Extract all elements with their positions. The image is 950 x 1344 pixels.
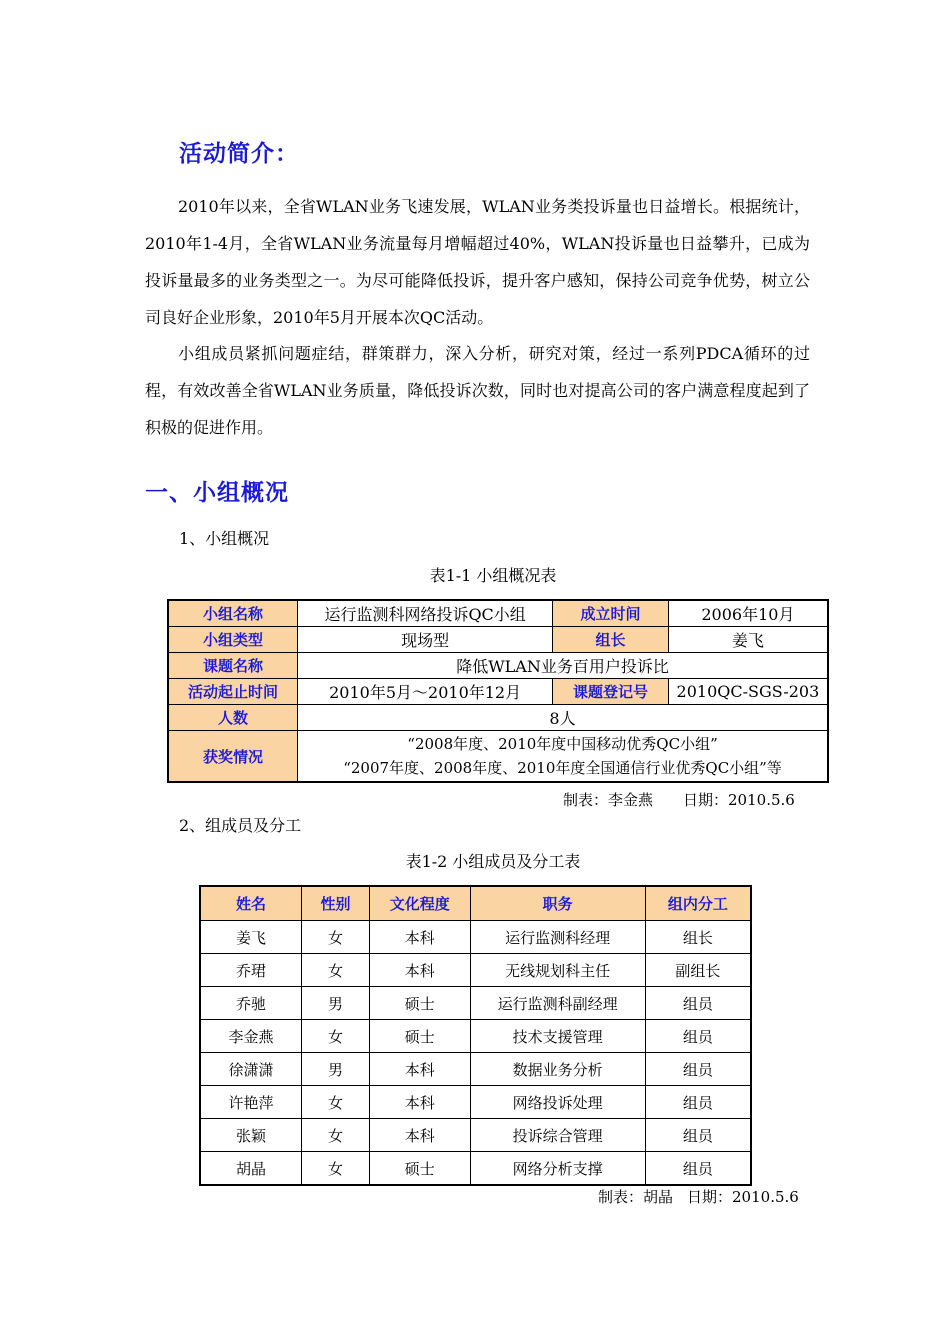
column-header: 性别: [302, 886, 370, 921]
member-name: 乔珺: [200, 954, 302, 987]
section-heading: 一、小组概况: [145, 480, 289, 506]
topic-value: 降低WLAN业务百用户投诉比: [298, 653, 828, 679]
member-gender: 女: [302, 1086, 370, 1119]
subsection-heading-overview: 1、小组概况: [179, 529, 270, 548]
column-header: 姓名: [200, 886, 302, 921]
member-education: 硕士: [369, 987, 470, 1020]
member-position: 技术支援管理: [470, 1020, 645, 1053]
group-overview-table: [167, 599, 829, 783]
column-header: 组内分工: [645, 886, 751, 921]
award-line-2: “2007年度、2008年度、2010年度全国通信行业优秀QC小组”等: [343, 759, 782, 777]
table-row: [200, 1020, 751, 1053]
member-name: 张颖: [200, 1119, 302, 1152]
table-header-row: [200, 886, 751, 921]
founded-value: 2006年10月: [668, 600, 828, 627]
member-gender: 女: [302, 1020, 370, 1053]
member-gender: 男: [302, 1053, 370, 1086]
member-name: 李金燕: [200, 1020, 302, 1053]
members-table: [199, 885, 752, 1186]
member-education: 硕士: [369, 1152, 470, 1186]
table1-caption: 表1-1 小组概况表: [429, 566, 557, 585]
table2-caption: 表1-2 小组成员及分工表: [405, 852, 581, 871]
member-name: 许艳萍: [200, 1086, 302, 1119]
member-count-value: 8人: [298, 705, 828, 731]
awards-label: 获奖情况: [168, 731, 298, 783]
member-role: 组员: [645, 1020, 751, 1053]
member-education: 本科: [369, 1053, 470, 1086]
column-header: 职务: [470, 886, 645, 921]
table1-maker: 制表：李金燕: [563, 791, 654, 809]
member-role: 副组长: [645, 954, 751, 987]
member-position: 网络分析支撑: [470, 1152, 645, 1186]
table-row: [200, 921, 751, 954]
member-gender: 女: [302, 1152, 370, 1186]
table-row: [200, 1053, 751, 1086]
member-position: 运行监测科经理: [470, 921, 645, 954]
group-type-value: 现场型: [298, 627, 553, 653]
table-row: [200, 1119, 751, 1152]
member-name: 乔驰: [200, 987, 302, 1020]
member-gender: 女: [302, 921, 370, 954]
intro-paragraph-2: 小组成员紧抓问题症结，群策群力，深入分析，研究对策，经过一系列PDCA循环的过程，有效改善全省WLAN业务质量，降低投诉次数，同时也对提高公司的客户满意程度起到了积极的促进作用。: [145, 344, 810, 437]
period-value: 2010年5月～2010年12月: [298, 679, 553, 705]
period-label: 活动起止时间: [168, 679, 298, 705]
member-role: 组员: [645, 1053, 751, 1086]
table-row: [200, 1086, 751, 1119]
member-position: 投诉综合管理: [470, 1119, 645, 1152]
member-name: 胡晶: [200, 1152, 302, 1186]
member-position: 无线规划科主任: [470, 954, 645, 987]
member-name: 姜飞: [200, 921, 302, 954]
member-gender: 男: [302, 987, 370, 1020]
leader-value: 姜飞: [668, 627, 828, 653]
table-row: [168, 731, 828, 783]
awards-value: [298, 731, 828, 783]
table-row: [168, 600, 828, 627]
member-gender: 女: [302, 954, 370, 987]
column-header: 文化程度: [369, 886, 470, 921]
member-role: 组长: [645, 921, 751, 954]
member-education: 本科: [369, 1086, 470, 1119]
member-gender: 女: [302, 1119, 370, 1152]
intro-heading: 活动简介：: [179, 141, 299, 167]
table2-date: 日期：2010.5.6: [687, 1188, 799, 1206]
member-education: 本科: [369, 954, 470, 987]
member-role: 组员: [645, 987, 751, 1020]
table-row: [200, 954, 751, 987]
member-education: 本科: [369, 1119, 470, 1152]
member-name: 徐潇潇: [200, 1053, 302, 1086]
registration-label: 课题登记号: [553, 679, 669, 705]
table2-maker: 制表：胡晶: [598, 1188, 674, 1206]
leader-label: 组长: [553, 627, 669, 653]
member-position: 运行监测科副经理: [470, 987, 645, 1020]
table-row: [200, 987, 751, 1020]
table-row: [168, 679, 828, 705]
topic-label: 课题名称: [168, 653, 298, 679]
table-row: [168, 705, 828, 731]
table-row: [168, 627, 828, 653]
member-role: 组员: [645, 1119, 751, 1152]
group-name-value: 运行监测科网络投诉QC小组: [298, 600, 553, 627]
table-row: [168, 653, 828, 679]
table1-date: 日期：2010.5.6: [683, 791, 795, 809]
registration-value: 2010QC-SGS-203: [668, 679, 828, 705]
founded-label: 成立时间: [553, 600, 669, 627]
member-position: 数据业务分析: [470, 1053, 645, 1086]
table1-footnote: [563, 789, 795, 810]
subsection-heading-members: 2、组成员及分工: [179, 816, 302, 835]
member-role: 组员: [645, 1086, 751, 1119]
award-line-1: “2008年度、2010年度中国移动优秀QC小组”: [407, 735, 718, 753]
group-type-label: 小组类型: [168, 627, 298, 653]
member-count-label: 人数: [168, 705, 298, 731]
table-row: [200, 1152, 751, 1186]
member-role: 组员: [645, 1152, 751, 1186]
member-education: 硕士: [369, 1020, 470, 1053]
table2-footnote: [598, 1186, 799, 1207]
member-position: 网络投诉处理: [470, 1086, 645, 1119]
intro-paragraph-1: 2010年以来，全省WLAN业务飞速发展，WLAN业务类投诉量也日益增长。根据统计，2010年1-4月，全省WLAN业务流量每月增幅超过40%，WLAN投诉量也日益攀升，已成为投诉量最多的业务类型之一。为尽可能降低投诉，提升客户感知，保持公司竞争优势，树立公司良好企业形象，2010年5月开展本次QC活动。: [145, 197, 810, 327]
member-education: 本科: [369, 921, 470, 954]
group-name-label: 小组名称: [168, 600, 298, 627]
